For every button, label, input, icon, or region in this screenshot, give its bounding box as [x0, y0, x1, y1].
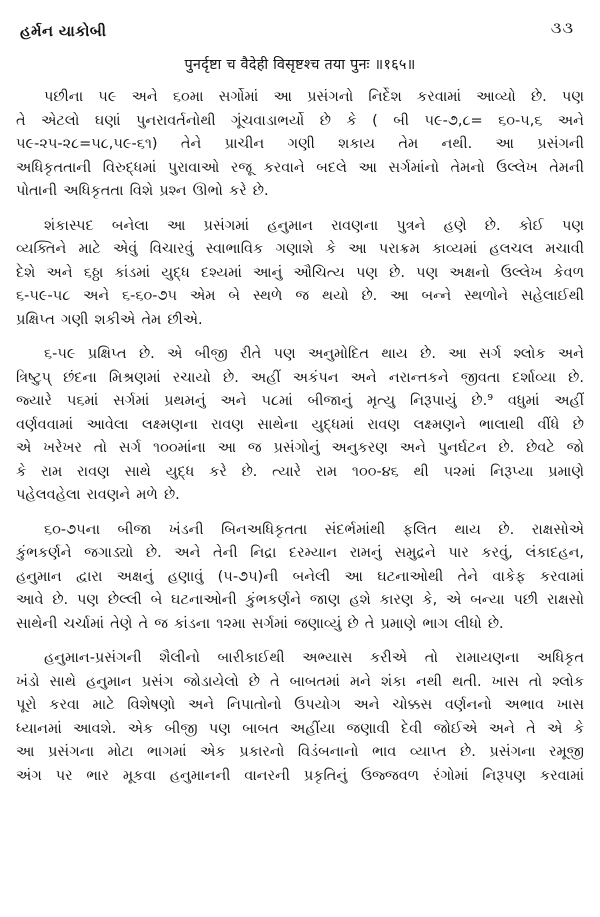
text-line: અંગ પર ભાર મૂકવા હનુમાનની વાનરની પ્રકૃતિનું ઉજ્જવળ રંગોમાં નિરૂપણ કરવામાં [16, 767, 584, 784]
text-line: પ્રક્ષિપ્ત ગણી શકીએ તેમ છીએ. [16, 311, 203, 328]
running-head [16, 18, 584, 44]
text-line: તે એટલો ઘણાં પુનરાવર્તનોથી ગૂંચવાડાભર્યો છે કે ( બી ૫૯-૭,૮= ૬૦-૫,૬ અને [16, 112, 584, 129]
text-line: ખંડો સાથે હનુમાન પ્રસંગ જોડાયેલો છે તે બાબતમાં મને શંકા નથી થતી. ખાસ તો શ્લોક [16, 673, 584, 690]
text-line: ૬૦-૭૫ના બીજા ખંડની બિનઅધિકૃતતા સંદર્ભમાંથી ફલિત થાય છે. રાક્ષસોએ [44, 521, 584, 538]
text-line: અધિકૃતતાની વિરુદ્ધમાં પુરાવાઓ રજૂ કરવાને બદલે આ સર્ગમાંનો તેમનો ઉલ્લેખ તેમની [16, 159, 584, 176]
text-line: વ્યક્તિને માટે એવું વિચારવું સ્વાભાવિક ગણાશે કે આ પરાક્રમ કાવ્યમાં હલચલ મચાવી [16, 241, 584, 257]
text-line: જ્યારે ૫૬માં સર્ગમાં પ્રથમનું અને ૫૮માં બીજાનું મૃત્યુ નિરૂપાયું છે.⁹ વધુમાં અહીં [16, 393, 584, 409]
text-line: શંકાસ્પદ બનેલા આ પ્રસંગમાં હનુમાન રાવણના પુત્રને હણે છે. કોઈ પણ [44, 217, 584, 234]
text-line: કે રામ રાવણ સાથે યુદ્ધ કરે છે. ત્યારે રામ ૧૦૦-૪૬ થી ૫૨માં નિરૂપ્યા પ્રમાણે [16, 463, 584, 480]
paragraph [16, 519, 584, 637]
running-head-author: હર્મન યાકોબી [20, 22, 107, 40]
text-line: એ ખરેખર તો સર્ગ ૧૦૦માંના આ જ પ્રસંગોનું અનુકરણ અને પુનર્ઘટન છે. છેવટે જો [16, 440, 584, 456]
text-line: ૬-૫૯ પ્રક્ષિપ્ત છે. એ બીજી રીતે પણ અનુમોદિત થાય છે. આ સર્ગ શ્લોક અને [44, 346, 584, 362]
paragraph [16, 647, 584, 788]
text-line: ધ્યાનમાં આવશે. એક બીજી પણ બાબત અહીંયા જણાવી દેવી જોઈએ અને તે એ કે [16, 720, 584, 737]
body-text [16, 86, 584, 788]
text-line: કુંભકર્ણને જગાડ્યો છે. અને તેની નિદ્રા દરમ્યાન રામનું સમુદ્રને પાર કરવું, લંકાદહન, [16, 545, 584, 561]
text-line: દેશે અને ૬ઠ્ઠા કાંડમાં યુદ્ધ દશ્યમાં આનું ઔચિત્ય પણ છે. પણ અક્ષનો ઉલ્લેખ કેવળ [16, 264, 584, 281]
text-line: ૫૯-૨૫-૨૮=૫૮,૫૯-૬૧) તેને પ્રાચીન ગણી શકાય તેમ નથી. આ પ્રસંગની [16, 136, 584, 152]
text-line: આ પ્રસંગના મોટા ભાગમાં એક પ્રકારનો વિડંબનાનો ભાવ વ્યાપ્ત છે. પ્રસંગના રમૂજી [16, 744, 584, 760]
text-line: પૂરો કરવા માટે વિશેષણો અને નિપાતોનો ઉપયોગ અને ચોક્કસ વર્ણનનો અભાવ ખાસ [16, 697, 584, 713]
text-line: ૬-૫૯-૫૮ અને ૬-૬૦-૭૫ એમ બે સ્થળે જ થયો છે. આ બન્ને સ્થળોને સહેલાઈથી [16, 288, 584, 304]
text-line: વર્ણવવામાં આવેલા લક્ષ્મણના રાવણ સાથેના યુદ્ધમાં રાવણ લક્ષ્મણને ભાલાથી વીંધે છે [16, 416, 584, 433]
page-number: ૩૩ [550, 18, 574, 37]
text-line: પછીના ૫૯ અને ૬૦મા સર્ગોમાં આ પ્રસંગનો નિર્દેશ કરવામાં આવ્યો છે. પણ [44, 89, 584, 105]
text-line: પહેલવહેલા રાવણને મળે છે. [16, 487, 180, 503]
text-line: ત્રિષ્ટુપ્ છંદના મિશ્રણમાં રચાયો છે. અહીં અકંપન અને નરાન્તકને જીવતા દર્શાવ્યા છે. [16, 369, 584, 386]
paragraph [16, 343, 584, 508]
sanskrit-verse: पुनर्दृष्टा च वैदेही विसृष्टश्च तया पुनः ॥१६५॥ [184, 57, 416, 73]
paragraph [16, 86, 584, 204]
text-line: હનુમાન દ્વારા અક્ષનું હણાવું (૫-૭૫)ની બનેલી આ ઘટનાઓથી તેને વાકેફ કરવામાં [16, 568, 584, 585]
text-line: આવે છે. પણ છેલ્લી બે ઘટનાઓની કુંભકર્ણને જાણ હશે કારણ કે, એ બન્યા પછી રાક્ષસો [16, 592, 584, 608]
text-line: સાથેની ચર્ચામાં તેણે તે જ કાંડના ૧૨મા સર્ગમાં જણાવ્યું છે તે પ્રમાણે ભાગ લીધો છે. [16, 615, 504, 632]
paragraph [16, 215, 584, 333]
text-line: પોતાની અધિકૃતતા વિશે પ્રશ્ન ઊભો કરે છે. [16, 183, 269, 199]
text-line: હનુમાન-પ્રસંગની શૈલીનો બારીકાઈથી અભ્યાસ કરીએ તો રામાયણના અધિકૃત [44, 650, 584, 666]
